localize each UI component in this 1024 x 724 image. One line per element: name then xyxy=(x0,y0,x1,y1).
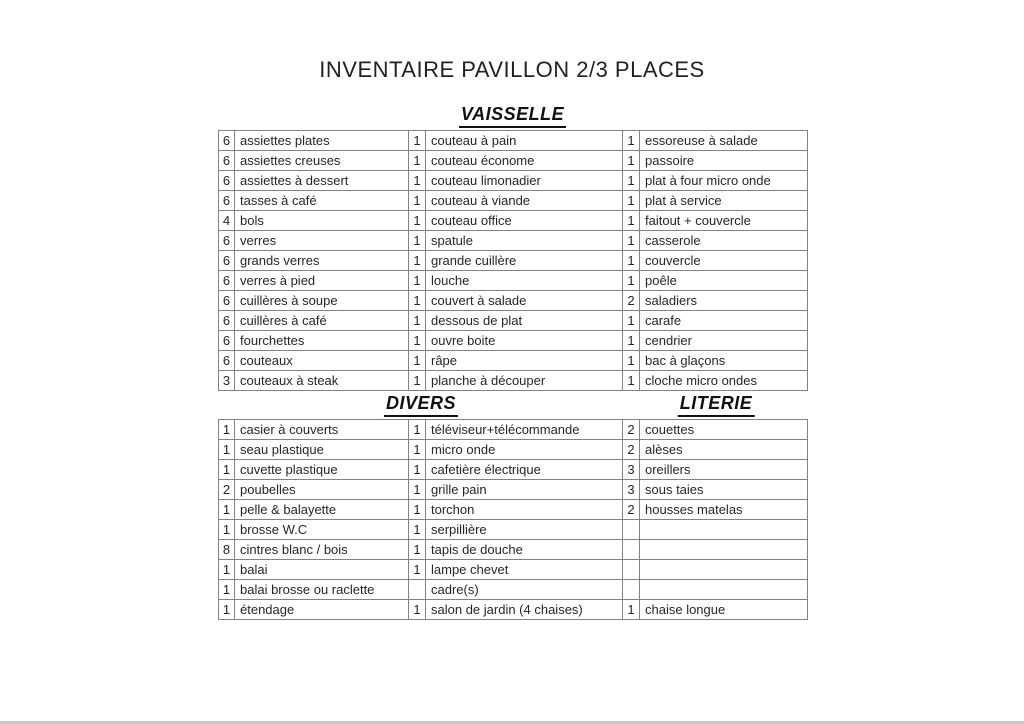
qty-cell: 1 xyxy=(623,351,640,371)
table-row xyxy=(219,151,808,171)
qty-cell: 2 xyxy=(219,480,235,500)
item-cell: cuillères à soupe xyxy=(235,291,409,311)
item-cell: faitout + couvercle xyxy=(640,211,808,231)
item-cell: saladiers xyxy=(640,291,808,311)
qty-cell: 1 xyxy=(409,151,426,171)
qty-cell: 6 xyxy=(219,191,235,211)
item-cell: torchon xyxy=(426,500,623,520)
qty-cell: 1 xyxy=(623,151,640,171)
item-cell: carafe xyxy=(640,311,808,331)
qty-cell: 1 xyxy=(219,440,235,460)
divers-literie-table-body xyxy=(219,420,808,620)
qty-cell: 1 xyxy=(623,271,640,291)
item-cell: fourchettes xyxy=(235,331,409,351)
table-row xyxy=(219,271,808,291)
qty-cell: 1 xyxy=(623,191,640,211)
qty-cell: 1 xyxy=(623,600,640,620)
qty-cell: 1 xyxy=(409,131,426,151)
table-row xyxy=(219,171,808,191)
qty-cell: 1 xyxy=(409,311,426,331)
table-row xyxy=(219,580,808,600)
table-row xyxy=(219,251,808,271)
qty-cell: 1 xyxy=(219,500,235,520)
item-cell: plat à service xyxy=(640,191,808,211)
qty-cell: 2 xyxy=(623,500,640,520)
section-heading-literie: LITERIE xyxy=(678,393,755,417)
item-cell: cendrier xyxy=(640,331,808,351)
qty-cell xyxy=(623,520,640,540)
item-cell: étendage xyxy=(235,600,409,620)
table-row xyxy=(219,211,808,231)
item-cell: couteau à viande xyxy=(426,191,623,211)
item-cell: assiettes creuses xyxy=(235,151,409,171)
item-cell: seau plastique xyxy=(235,440,409,460)
qty-cell: 1 xyxy=(409,231,426,251)
item-cell: louche xyxy=(426,271,623,291)
qty-cell: 1 xyxy=(623,251,640,271)
qty-cell: 6 xyxy=(219,251,235,271)
qty-cell: 1 xyxy=(409,271,426,291)
item-cell: couvert à salade xyxy=(426,291,623,311)
table-row xyxy=(219,371,808,391)
page-title: INVENTAIRE PAVILLON 2/3 PLACES xyxy=(319,57,705,82)
item-cell: chaise longue xyxy=(640,600,808,620)
qty-cell: 6 xyxy=(219,271,235,291)
item-cell: verres xyxy=(235,231,409,251)
item-cell: râpe xyxy=(426,351,623,371)
qty-cell: 1 xyxy=(409,251,426,271)
item-cell xyxy=(640,520,808,540)
qty-cell: 1 xyxy=(219,560,235,580)
qty-cell: 1 xyxy=(623,131,640,151)
item-cell: couteau économe xyxy=(426,151,623,171)
divers-literie-heading-row xyxy=(218,393,807,419)
item-cell: micro onde xyxy=(426,440,623,460)
qty-cell: 6 xyxy=(219,231,235,251)
table-row xyxy=(219,600,808,620)
table-row xyxy=(219,311,808,331)
item-cell: casier à couverts xyxy=(235,420,409,440)
qty-cell: 6 xyxy=(219,151,235,171)
qty-cell: 1 xyxy=(409,351,426,371)
qty-cell: 1 xyxy=(219,580,235,600)
qty-cell: 6 xyxy=(219,171,235,191)
qty-cell: 3 xyxy=(623,480,640,500)
vaisselle-table-body xyxy=(219,131,808,391)
item-cell: tasses à café xyxy=(235,191,409,211)
qty-cell: 6 xyxy=(219,331,235,351)
qty-cell: 1 xyxy=(409,600,426,620)
qty-cell: 1 xyxy=(409,171,426,191)
qty-cell: 1 xyxy=(623,231,640,251)
item-cell: couteaux xyxy=(235,351,409,371)
item-cell: grande cuillère xyxy=(426,251,623,271)
qty-cell: 1 xyxy=(409,331,426,351)
table-row xyxy=(219,191,808,211)
qty-cell: 1 xyxy=(409,191,426,211)
qty-cell xyxy=(623,560,640,580)
item-cell xyxy=(640,580,808,600)
section-heading-vaisselle-wrap xyxy=(218,104,807,128)
table-row xyxy=(219,540,808,560)
item-cell: assiettes plates xyxy=(235,131,409,151)
item-cell: passoire xyxy=(640,151,808,171)
item-cell: casserole xyxy=(640,231,808,251)
item-cell: poêle xyxy=(640,271,808,291)
table-row xyxy=(219,291,808,311)
vaisselle-table xyxy=(218,130,808,391)
table-row xyxy=(219,460,808,480)
item-cell: alèses xyxy=(640,440,808,460)
item-cell: serpillière xyxy=(426,520,623,540)
section-heading-divers: DIVERS xyxy=(384,393,458,417)
item-cell: grille pain xyxy=(426,480,623,500)
item-cell: couteaux à steak xyxy=(235,371,409,391)
qty-cell: 1 xyxy=(409,440,426,460)
qty-cell: 1 xyxy=(623,171,640,191)
item-cell: cuvette plastique xyxy=(235,460,409,480)
qty-cell: 1 xyxy=(409,500,426,520)
table-row xyxy=(219,351,808,371)
item-cell: bols xyxy=(235,211,409,231)
item-cell: grands verres xyxy=(235,251,409,271)
table-row xyxy=(219,500,808,520)
qty-cell: 1 xyxy=(219,600,235,620)
qty-cell: 1 xyxy=(219,420,235,440)
item-cell: brosse W.C xyxy=(235,520,409,540)
qty-cell xyxy=(623,540,640,560)
qty-cell: 1 xyxy=(219,520,235,540)
item-cell: couteau office xyxy=(426,211,623,231)
item-cell: pelle & balayette xyxy=(235,500,409,520)
qty-cell: 2 xyxy=(623,440,640,460)
qty-cell: 1 xyxy=(409,480,426,500)
qty-cell: 1 xyxy=(623,211,640,231)
item-cell: verres à pied xyxy=(235,271,409,291)
item-cell: sous taies xyxy=(640,480,808,500)
qty-cell: 2 xyxy=(623,420,640,440)
qty-cell: 1 xyxy=(409,420,426,440)
table-row xyxy=(219,520,808,540)
item-cell: dessous de plat xyxy=(426,311,623,331)
qty-cell xyxy=(409,580,426,600)
item-cell: cafetière électrique xyxy=(426,460,623,480)
item-cell: oreillers xyxy=(640,460,808,480)
qty-cell: 6 xyxy=(219,131,235,151)
item-cell: cadre(s) xyxy=(426,580,623,600)
divers-literie-table xyxy=(218,419,808,620)
item-cell: planche à découper xyxy=(426,371,623,391)
item-cell: poubelles xyxy=(235,480,409,500)
item-cell: cintres blanc / bois xyxy=(235,540,409,560)
table-row xyxy=(219,480,808,500)
qty-cell: 1 xyxy=(409,540,426,560)
item-cell: plat à four micro onde xyxy=(640,171,808,191)
qty-cell: 6 xyxy=(219,311,235,331)
item-cell: balai brosse ou raclette xyxy=(235,580,409,600)
qty-cell: 1 xyxy=(219,460,235,480)
qty-cell: 1 xyxy=(409,371,426,391)
item-cell xyxy=(640,540,808,560)
qty-cell: 8 xyxy=(219,540,235,560)
qty-cell: 1 xyxy=(409,211,426,231)
table-row xyxy=(219,331,808,351)
table-row xyxy=(219,440,808,460)
item-cell: couteau à pain xyxy=(426,131,623,151)
item-cell: ouvre boite xyxy=(426,331,623,351)
table-row xyxy=(219,231,808,251)
qty-cell: 1 xyxy=(409,291,426,311)
qty-cell: 1 xyxy=(409,520,426,540)
item-cell: couettes xyxy=(640,420,808,440)
item-cell xyxy=(640,560,808,580)
item-cell: cuillères à café xyxy=(235,311,409,331)
section-heading-vaisselle: VAISSELLE xyxy=(459,104,566,128)
qty-cell: 1 xyxy=(409,460,426,480)
qty-cell: 6 xyxy=(219,351,235,371)
item-cell: essoreuse à salade xyxy=(640,131,808,151)
qty-cell: 1 xyxy=(623,331,640,351)
item-cell: salon de jardin (4 chaises) xyxy=(426,600,623,620)
item-cell: couvercle xyxy=(640,251,808,271)
item-cell: balai xyxy=(235,560,409,580)
table-row xyxy=(219,560,808,580)
item-cell: bac à glaçons xyxy=(640,351,808,371)
table-row xyxy=(219,420,808,440)
table-row xyxy=(219,131,808,151)
qty-cell: 1 xyxy=(623,311,640,331)
item-cell: couteau limonadier xyxy=(426,171,623,191)
item-cell: housses matelas xyxy=(640,500,808,520)
item-cell: cloche micro ondes xyxy=(640,371,808,391)
qty-cell xyxy=(623,580,640,600)
qty-cell: 3 xyxy=(623,460,640,480)
qty-cell: 1 xyxy=(623,371,640,391)
qty-cell: 1 xyxy=(409,560,426,580)
qty-cell: 2 xyxy=(623,291,640,311)
item-cell: téléviseur+télécommande xyxy=(426,420,623,440)
item-cell: spatule xyxy=(426,231,623,251)
qty-cell: 3 xyxy=(219,371,235,391)
item-cell: assiettes à dessert xyxy=(235,171,409,191)
qty-cell: 4 xyxy=(219,211,235,231)
qty-cell: 6 xyxy=(219,291,235,311)
item-cell: lampe chevet xyxy=(426,560,623,580)
item-cell: tapis de douche xyxy=(426,540,623,560)
